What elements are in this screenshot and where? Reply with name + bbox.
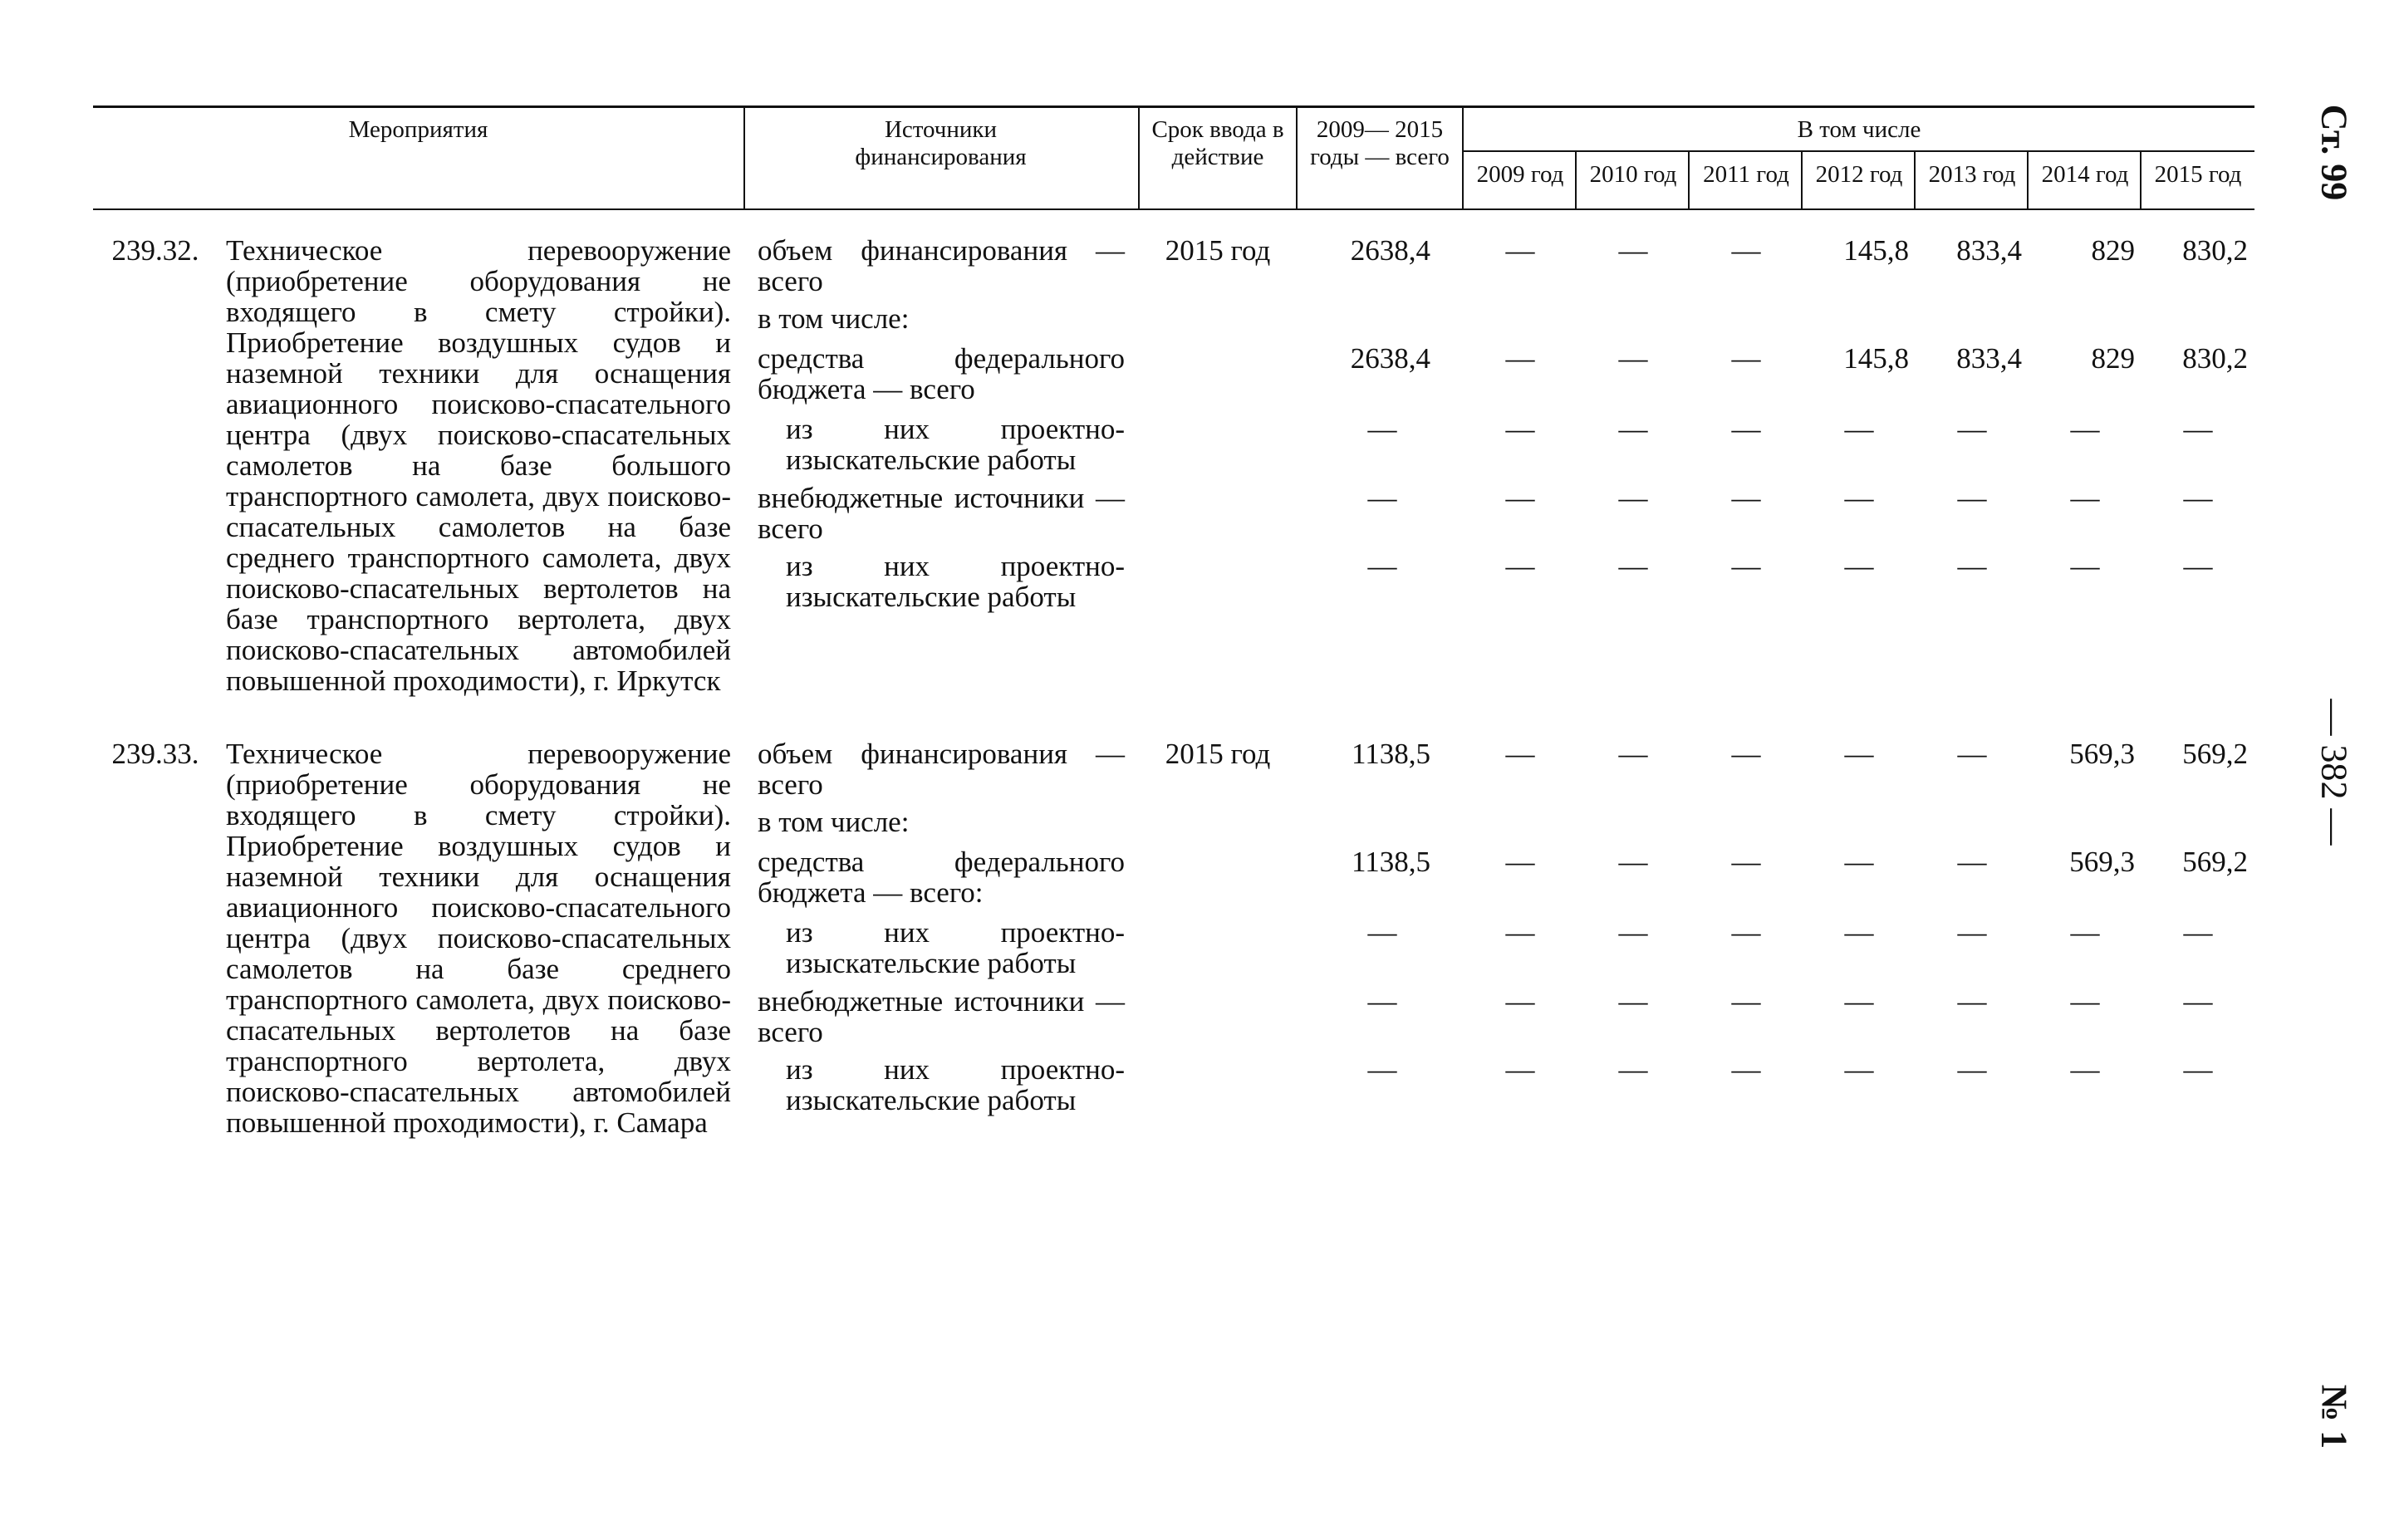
year-value: — bbox=[1505, 738, 1535, 770]
funding-source: средства федерального бюджета — всего: bbox=[758, 846, 1125, 909]
year-value: — bbox=[1505, 482, 1535, 514]
year-value: — bbox=[2070, 482, 2100, 514]
header-total: 2009— 2015 годы — всего bbox=[1310, 116, 1450, 170]
total-value: — bbox=[1367, 985, 1397, 1018]
header-bottom-rule bbox=[93, 208, 2254, 210]
row-number: 239.32. bbox=[111, 234, 199, 267]
total-value: 1138,5 bbox=[1352, 738, 1430, 770]
page-number: — 382 — bbox=[2313, 699, 2355, 846]
year-value: — bbox=[1844, 985, 1874, 1018]
year-value: — bbox=[1957, 413, 1987, 445]
year-value: 833,4 bbox=[1956, 342, 2022, 375]
year-value: — bbox=[1731, 1053, 1761, 1086]
funding-source: из них проектно-изыскательские работы bbox=[786, 916, 1125, 979]
year-value: 569,2 bbox=[2182, 846, 2248, 878]
year-value: — bbox=[1505, 846, 1535, 878]
year-value: — bbox=[2070, 550, 2100, 582]
activity-description: Техническое перевооружение (приобретение оборудования не входящего в смету стройки). Приобретение воздушных судов и наземной техники для оснащения авиационного поисково-спасательного центра (двух поисково-спасательных самолетов на базе большого транспортного самолета, двух поисково-спасательных самолетов на базе среднего транспортного самолета, двух поисково-спасательных вертолетов на базе транспортного вертолета, двух поисково-спасательных автомобилей повышенной проходимости), г. Иркутск bbox=[226, 234, 731, 697]
year-value: — bbox=[1618, 916, 1648, 949]
year-value: — bbox=[1957, 985, 1987, 1018]
total-value: — bbox=[1367, 413, 1397, 445]
header-sources: Источники финансирования bbox=[855, 116, 1027, 170]
total-value: — bbox=[1367, 482, 1397, 514]
year-value: — bbox=[1731, 482, 1761, 514]
year-value: 829 bbox=[2091, 234, 2135, 267]
year-value: — bbox=[1731, 846, 1761, 878]
year-value: — bbox=[1618, 342, 1648, 375]
year-value: — bbox=[1505, 342, 1535, 375]
commissioning-term: 2015 год bbox=[1165, 738, 1271, 770]
funding-source: объем финансирования — всего bbox=[758, 738, 1125, 801]
year-value: — bbox=[1618, 550, 1648, 582]
year-value: — bbox=[1505, 985, 1535, 1018]
year-value: — bbox=[1844, 1053, 1874, 1086]
year-value: — bbox=[1505, 916, 1535, 949]
total-value: 2638,4 bbox=[1350, 342, 1430, 375]
year-value: — bbox=[1505, 413, 1535, 445]
year-value: — bbox=[1957, 482, 1987, 514]
year-value: — bbox=[1618, 1053, 1648, 1086]
funding-source: из них проектно-изыскательские работы bbox=[786, 1053, 1125, 1116]
year-value: 833,4 bbox=[1956, 234, 2022, 267]
year-value: 829 bbox=[2091, 342, 2135, 375]
issue-number: № 1 bbox=[2313, 1384, 2355, 1449]
funding-source: в том числе: bbox=[758, 806, 910, 838]
funding-source: из них проектно-изыскательские работы bbox=[786, 413, 1125, 476]
header-top-rule bbox=[93, 105, 2254, 108]
year-value: — bbox=[1844, 738, 1874, 770]
total-value: 2638,4 bbox=[1350, 234, 1430, 267]
year-value: — bbox=[1505, 550, 1535, 582]
year-value: — bbox=[1957, 550, 1987, 582]
header-activities: Мероприятия bbox=[348, 116, 488, 143]
year-value: — bbox=[1844, 846, 1874, 878]
year-value: — bbox=[1731, 550, 1761, 582]
header-year: 2010 год bbox=[1589, 161, 1677, 188]
header-sep bbox=[743, 107, 745, 208]
year-value: — bbox=[1618, 413, 1648, 445]
year-value: 830,2 bbox=[2182, 234, 2248, 267]
funding-source: в том числе: bbox=[758, 302, 910, 335]
year-value: — bbox=[1505, 234, 1535, 267]
activity-description: Техническое перевооружение (приобретение оборудования не входящего в смету стройки). Приобретение воздушных судов и наземной техники для оснащения авиационного поисково-спасательного центра (двух поисково-спасательных самолетов на базе среднего транспортного самолета, двух поисково-спасательных вертолетов на базе транспортного вертолета, двух поисково-спасательных автомобилей повышенной проходимости), г. Самара bbox=[226, 738, 731, 1139]
funding-source: средства федерального бюджета — всего bbox=[758, 342, 1125, 405]
header-including: В том числе bbox=[1797, 116, 1921, 143]
year-value: — bbox=[1618, 482, 1648, 514]
year-value: — bbox=[1957, 1053, 1987, 1086]
funding-source: внебюджетные источники — всего bbox=[758, 482, 1125, 545]
total-value: — bbox=[1367, 916, 1397, 949]
funding-source: объем финансирования — всего bbox=[758, 234, 1125, 297]
year-value: — bbox=[1844, 482, 1874, 514]
commissioning-term: 2015 год bbox=[1165, 234, 1271, 267]
including-rule bbox=[1464, 150, 2254, 152]
row-number: 239.33. bbox=[111, 738, 199, 770]
year-value: — bbox=[1844, 550, 1874, 582]
year-value: 145,8 bbox=[1843, 342, 1909, 375]
year-value: — bbox=[1844, 916, 1874, 949]
year-value: — bbox=[2070, 413, 2100, 445]
header-term: Срок ввода в действие bbox=[1151, 116, 1284, 170]
year-value: — bbox=[1957, 738, 1987, 770]
year-value: 145,8 bbox=[1843, 234, 1909, 267]
year-value: — bbox=[2183, 482, 2213, 514]
year-value: — bbox=[1505, 1053, 1535, 1086]
year-value: — bbox=[1618, 846, 1648, 878]
year-value: — bbox=[2070, 1053, 2100, 1086]
year-value: — bbox=[1618, 234, 1648, 267]
year-value: — bbox=[1844, 413, 1874, 445]
total-value: 1138,5 bbox=[1352, 846, 1430, 878]
year-value: — bbox=[1731, 916, 1761, 949]
total-value: — bbox=[1367, 1053, 1397, 1086]
funding-source: внебюджетные источники — всего bbox=[758, 985, 1125, 1048]
year-value: 830,2 bbox=[2182, 342, 2248, 375]
total-value: — bbox=[1367, 550, 1397, 582]
year-value: — bbox=[2183, 916, 2213, 949]
year-value: — bbox=[1957, 916, 1987, 949]
year-value: — bbox=[2183, 413, 2213, 445]
year-value: 569,3 bbox=[2069, 738, 2135, 770]
year-value: — bbox=[1731, 342, 1761, 375]
year-value: 569,2 bbox=[2182, 738, 2248, 770]
funding-source: из них проектно-изыскательские работы bbox=[786, 550, 1125, 613]
year-value: — bbox=[1618, 738, 1648, 770]
header-year: 2015 год bbox=[2154, 161, 2242, 188]
year-value: — bbox=[2070, 916, 2100, 949]
year-value: — bbox=[2183, 985, 2213, 1018]
year-value: 569,3 bbox=[2069, 846, 2135, 878]
year-value: — bbox=[2183, 1053, 2213, 1086]
header-year: 2013 год bbox=[1928, 161, 2016, 188]
year-value: — bbox=[1957, 846, 1987, 878]
header-year: 2011 год bbox=[1703, 161, 1789, 188]
year-value: — bbox=[1731, 738, 1761, 770]
year-value: — bbox=[1731, 985, 1761, 1018]
year-value: — bbox=[1731, 413, 1761, 445]
year-value: — bbox=[1731, 234, 1761, 267]
year-value: — bbox=[2183, 550, 2213, 582]
article-number: Ст. 99 bbox=[2313, 104, 2355, 201]
year-value: — bbox=[1618, 985, 1648, 1018]
header-year: 2014 год bbox=[2041, 161, 2129, 188]
year-value: — bbox=[2070, 985, 2100, 1018]
header-year: 2012 год bbox=[1815, 161, 1903, 188]
header-year: 2009 год bbox=[1476, 161, 1564, 188]
